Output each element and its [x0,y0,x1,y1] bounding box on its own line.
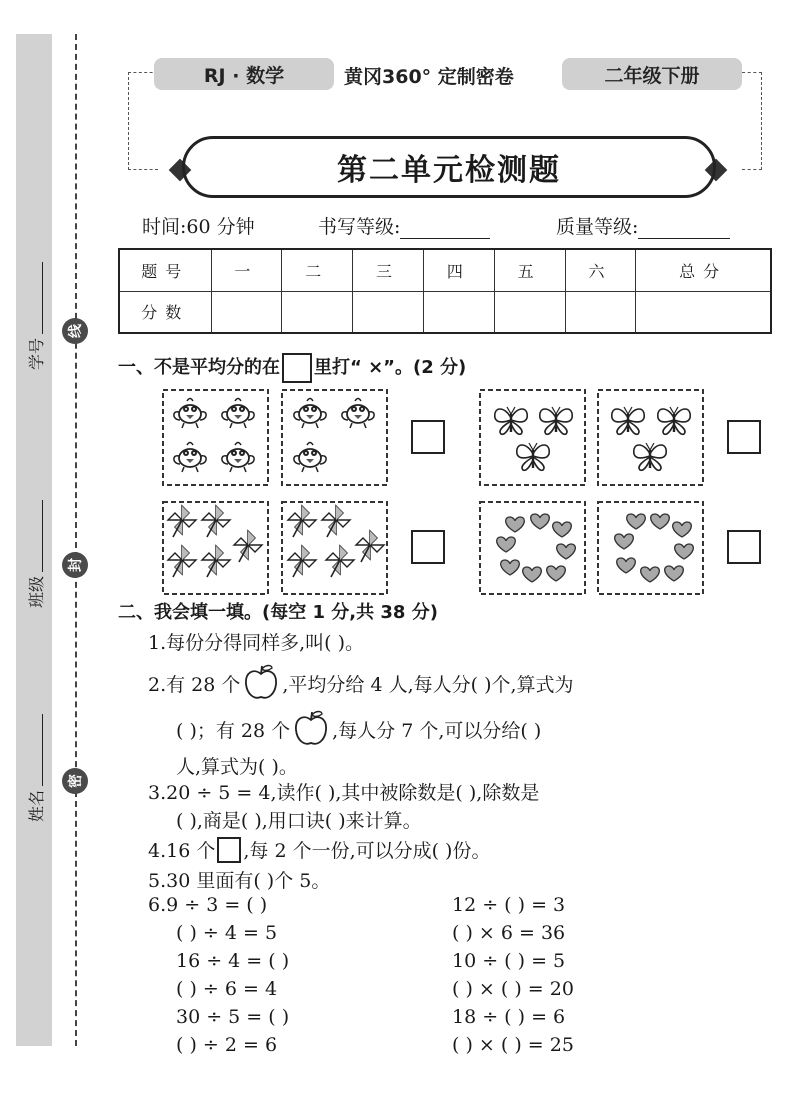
page-title: 第二单元检测题 [182,136,716,198]
bird-icon [294,399,326,429]
bird-group-1 [163,390,268,485]
equation: ( ) ÷ 2 = 6 [176,1034,278,1056]
square-icon [217,837,241,863]
question-2-line-3: 人,算式为( )。 [176,756,298,778]
heart-icon [547,566,566,581]
score-col: 二 [282,249,353,291]
apple-icon [292,710,330,748]
equation: 18 ÷ ( ) = 6 [452,1006,566,1028]
heart-icon [615,534,634,549]
question-4: 4.16 个 ,每 2 个一份,可以分成( )份。 [148,836,490,863]
butterfly-icon [658,407,690,434]
heart-icon [501,560,520,575]
score-col: 三 [353,249,424,291]
time-limit: 时间:60 分钟 [142,216,255,238]
heart-icon [557,544,576,559]
equation: 10 ÷ ( ) = 5 [452,950,566,972]
equation: 16 ÷ 4 = ( ) [176,950,290,972]
brand-text: 黄冈360° 定制密卷 [344,66,514,88]
score-col: 五 [494,249,565,291]
butterfly-group-2 [598,390,703,485]
bird-icon [342,399,374,429]
bird-icon [174,443,206,473]
equation: ( ) × ( ) = 25 [452,1034,574,1056]
butterfly-group-1 [480,390,585,485]
butterfly-icon [540,407,572,434]
equation: ( ) × 6 = 36 [452,922,566,944]
equation: ( ) × ( ) = 20 [452,978,574,1000]
heart-icon [673,522,692,537]
pinwheel-icon [202,506,230,537]
heart-icon [506,517,525,532]
score-col: 六 [565,249,636,291]
equation: ( ) ÷ 6 = 4 [176,978,278,1000]
heart-icon [675,544,694,559]
equation: 6.9 ÷ 3 = ( ) [148,894,268,916]
bird-icon [174,399,206,429]
score-label: 分数 [119,291,211,333]
section1-title: 一、不是平均分的在 里打“ ×”。(2 分) [118,353,466,383]
question-2-line-1: 2.有 28 个 ,平均分给 4 人,每人分( )个,算式为 [148,664,574,702]
quality-grade-label: 质量等级: [556,216,639,238]
heart-icon [497,537,516,552]
name-field[interactable] [24,714,47,822]
question-5: 5.30 里面有( )个 5。 [148,870,331,892]
seal-seal: 封 [62,552,88,578]
butterfly-icon [517,443,549,470]
question-6-left-column [148,894,289,1062]
heart-icon [665,566,684,581]
pinwheel-icon [288,546,316,577]
pinwheel-icon [356,531,384,562]
heart-icon [553,522,572,537]
section2-title: 二、我会填一填。(每空 1 分,共 38 分) [118,602,438,623]
question-6-right-column [452,894,574,1062]
student-id-label: 学号 [27,337,46,370]
answer-box-hearts[interactable] [727,530,761,564]
bird-icon [222,443,254,473]
apple-icon [242,664,280,702]
score-col: 总分 [636,249,771,291]
grade-pill: 二年级下册 [562,58,742,90]
butterfly-icon [495,407,527,434]
writing-grade-label: 书写等级: [318,216,401,238]
heart-icon [617,558,636,573]
answer-box-butterflies[interactable] [727,420,761,454]
pinwheel-icon [322,506,350,537]
answer-box-pinwheels[interactable] [411,530,445,564]
score-col: 四 [423,249,494,291]
equation: ( ) ÷ 4 = 5 [176,922,278,944]
heart-icon [523,567,542,582]
butterfly-icon [612,407,644,434]
seal-line: 线 [62,318,88,344]
seal-secret: 密 [62,768,88,794]
heart-icon [627,514,646,529]
question-3-line-2: ( ),商是( ),用口诀( )来计算。 [176,810,422,832]
bird-group-2 [282,390,387,485]
score-table-header: 题号 [119,249,211,291]
heart-icon [641,567,660,582]
subject-pill: RJ · 数学 [154,58,334,90]
score-col: 一 [211,249,282,291]
class-label: 班级 [27,575,46,608]
name-label: 姓名 [27,789,46,822]
heart-icon [531,514,550,529]
butterfly-icon [634,443,666,470]
pinwheel-icon [168,506,196,537]
heart-icon [651,514,670,529]
pinwheel-icon [288,506,316,537]
bird-icon [294,443,326,473]
answer-box-birds[interactable] [411,420,445,454]
pinwheel-icon [326,546,354,577]
bird-icon [222,399,254,429]
pinwheel-icon [234,531,262,562]
question-1: 1.每份分得同样多,叫( )。 [148,632,365,654]
pinwheel-icon [168,546,196,577]
equation: 12 ÷ ( ) = 3 [452,894,566,916]
question-3-line-1: 3.20 ÷ 5 = 4,读作( ),其中被除数是( ),除数是 [148,782,540,804]
question-2-line-2: ( )；有 28 个 ,每人分 7 个,可以分给( ) [176,710,541,748]
pinwheel-icon [202,546,230,577]
equation: 30 ÷ 5 = ( ) [176,1006,290,1028]
